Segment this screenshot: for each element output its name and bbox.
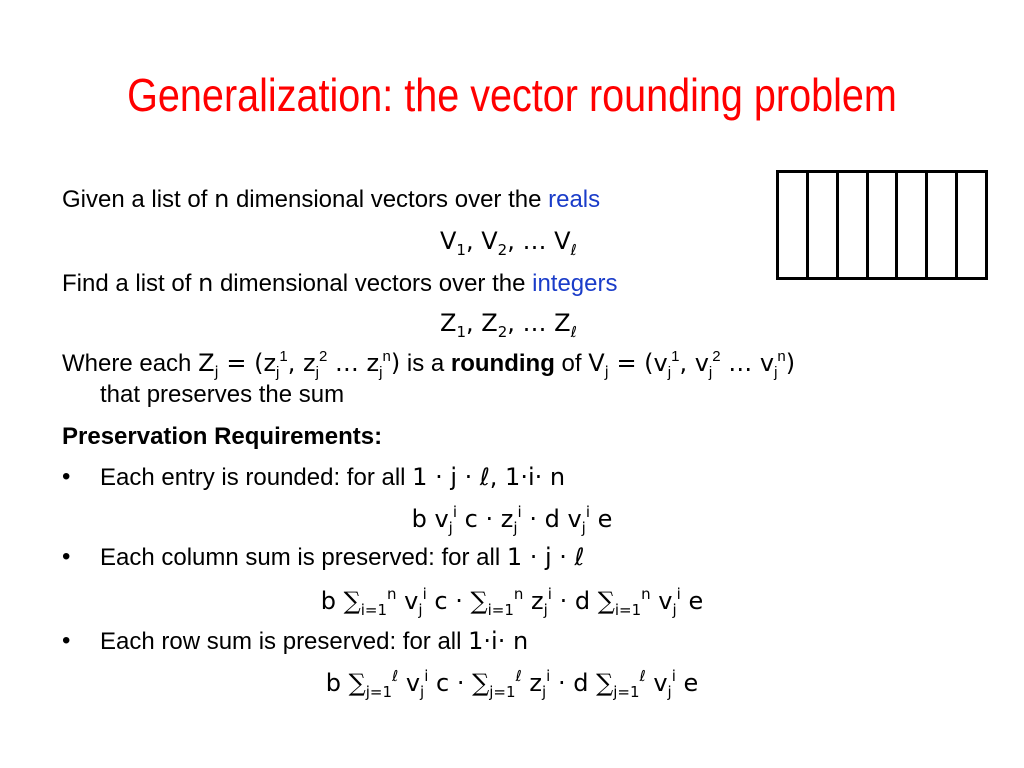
- bullet-item: [62, 626, 70, 656]
- bullet-condition: 1 · j · ℓ: [506, 543, 585, 571]
- sub-j: j: [672, 601, 677, 619]
- grid-column: [839, 173, 869, 277]
- eq-part: b: [325, 669, 349, 697]
- v-sym: V: [588, 349, 605, 377]
- sup-1: 1: [279, 348, 288, 365]
- integers-term: integers: [532, 270, 618, 297]
- sub-j: j: [420, 683, 425, 701]
- eq-part: b v: [411, 505, 449, 533]
- sum-upper: ℓ: [515, 667, 522, 685]
- sup-i: i: [671, 667, 676, 685]
- bullet-text: [100, 462, 565, 493]
- z-list: [440, 308, 577, 341]
- z-elem: z: [263, 349, 277, 377]
- eq-part: · d: [551, 587, 598, 615]
- where-line: [62, 348, 795, 379]
- of: of: [554, 350, 589, 377]
- z-elem: z: [500, 505, 514, 533]
- grid-column: [928, 173, 958, 277]
- find-mid: dimensional vectors over the: [213, 270, 533, 297]
- eq-part: c ·: [428, 669, 473, 697]
- sup-i: i: [422, 585, 427, 603]
- sub-j: j: [543, 601, 548, 619]
- eq-part: e: [675, 669, 699, 697]
- eq: = (v: [608, 349, 668, 377]
- bullet-label: Each entry is rounded: for all: [100, 464, 413, 491]
- v-sym: V: [440, 227, 457, 255]
- eq-column: [0, 585, 1024, 619]
- preservation-heading: Preservation Requirements:: [62, 423, 383, 450]
- bullet-label: Each column sum is preserved: for all: [100, 544, 507, 571]
- sub-j: j: [667, 683, 672, 701]
- sum-upper: n: [513, 585, 524, 603]
- sup-n: n: [777, 348, 786, 365]
- sub-j: j: [379, 364, 383, 381]
- sup-1: 1: [671, 348, 680, 365]
- sum-upper: n: [387, 585, 397, 603]
- var-n: n: [214, 185, 230, 213]
- sum-lower: j=1: [613, 683, 640, 701]
- given-mid: dimensional vectors over the: [229, 186, 549, 213]
- bullet-condition: 1 · j · ℓ, 1·i· n: [412, 463, 566, 491]
- grid-column: [809, 173, 839, 277]
- sup-i: i: [517, 503, 522, 521]
- eq-part: v: [398, 669, 421, 697]
- sub-j: j: [448, 519, 453, 537]
- sum-upper: ℓ: [639, 667, 646, 685]
- sup-i: i: [546, 667, 551, 685]
- bullet-condition: 1·i· n: [468, 627, 529, 655]
- eq-part: · d: [550, 669, 597, 697]
- close-paren: ): [785, 349, 796, 377]
- sub-j: j: [774, 364, 778, 381]
- sigma: ∑: [472, 669, 490, 697]
- v-list: [440, 226, 577, 259]
- vector-grid-diagram: [776, 170, 988, 280]
- eq-part: z: [521, 669, 542, 697]
- sigma: ∑: [470, 587, 488, 615]
- sep: , … V: [507, 227, 571, 255]
- sigma: ∑: [348, 669, 366, 697]
- eq-part: v: [650, 587, 673, 615]
- sup-i: i: [585, 503, 590, 521]
- sum-lower: j=1: [365, 683, 392, 701]
- sep: … z: [327, 349, 380, 377]
- sum-lower: i=1: [614, 601, 642, 619]
- z-sym: Z: [198, 349, 215, 377]
- sub-j: j: [581, 519, 586, 537]
- sup-i: i: [452, 503, 458, 521]
- sep: , Z: [466, 309, 498, 337]
- given-line: [62, 184, 600, 215]
- sigma: ∑: [596, 669, 614, 697]
- sub-j: j: [513, 519, 518, 537]
- sub-j: j: [541, 683, 547, 701]
- sep: , … Z: [507, 309, 571, 337]
- close-paren: ): [390, 349, 401, 377]
- eq-entry: [0, 503, 1024, 537]
- sub-l: ℓ: [570, 241, 577, 259]
- sub-j: j: [604, 363, 609, 381]
- is-a: is a: [400, 350, 451, 377]
- sub-j: j: [276, 364, 280, 381]
- sup-i: i: [676, 585, 681, 603]
- bullet-dot: •: [62, 543, 71, 570]
- sum-upper: ℓ: [392, 667, 399, 685]
- eq-row: [0, 667, 1024, 701]
- sum-lower: i=1: [360, 601, 388, 619]
- grid-column: [869, 173, 899, 277]
- eq-part: v: [396, 587, 419, 615]
- bullet-item: [62, 542, 70, 572]
- eq-part: · d v: [521, 505, 582, 533]
- bullet-label: Each row sum is preserved: for all: [100, 628, 469, 655]
- sup-2: 2: [712, 348, 721, 365]
- grid-column: [898, 173, 928, 277]
- find-line: [62, 268, 618, 299]
- sub-j: j: [214, 363, 219, 381]
- grid-column: [958, 173, 985, 277]
- bullet-text: [100, 626, 528, 657]
- eq-part: v: [645, 669, 668, 697]
- sum-lower: j=1: [489, 683, 516, 701]
- sub-j: j: [708, 364, 713, 381]
- sigma: ∑: [597, 587, 615, 615]
- given-prefix: Given a list of: [62, 186, 215, 213]
- sup-i: i: [424, 667, 429, 685]
- sep: , v: [679, 349, 709, 377]
- bullet-dot: •: [62, 627, 71, 654]
- sup-n: n: [382, 348, 391, 365]
- eq-part: b: [320, 587, 344, 615]
- bullet-text: [100, 542, 584, 573]
- sup-2: 2: [318, 348, 328, 365]
- sum-lower: i=1: [487, 601, 514, 619]
- z-sym: Z: [440, 309, 457, 337]
- bullet-dot: •: [62, 463, 71, 490]
- sup-i: i: [547, 585, 552, 603]
- sep: … v: [720, 349, 775, 377]
- bullet-item: [62, 462, 70, 492]
- sub-l: ℓ: [570, 323, 577, 341]
- sub-j: j: [315, 364, 319, 381]
- slide-title: Generalization: the vector rounding problem: [127, 69, 897, 121]
- sub-1: 1: [456, 241, 466, 259]
- rounding-term: rounding: [450, 350, 555, 377]
- sub-j: j: [418, 601, 423, 619]
- eq-part: z: [523, 587, 544, 615]
- eq-part: c ·: [426, 587, 471, 615]
- reals-term: reals: [548, 186, 601, 213]
- grid-column: [779, 173, 809, 277]
- sum-upper: n: [641, 585, 651, 603]
- sep: , V: [465, 227, 498, 255]
- eq-part: c ·: [457, 505, 501, 533]
- where-prefix: Where each: [62, 350, 199, 377]
- eq-part: e: [680, 587, 704, 615]
- var-n: n: [198, 269, 214, 297]
- sub-1: 1: [456, 323, 466, 341]
- eq-part: e: [589, 505, 613, 533]
- where-line-2: that preserves the sum: [100, 381, 345, 408]
- sub-j: j: [667, 364, 672, 381]
- sub-2: 2: [497, 323, 508, 341]
- sigma: ∑: [343, 587, 361, 615]
- sep: , z: [287, 349, 316, 377]
- eq: = (: [218, 349, 264, 377]
- sub-2: 2: [497, 241, 508, 259]
- find-prefix: Find a list of: [62, 270, 199, 297]
